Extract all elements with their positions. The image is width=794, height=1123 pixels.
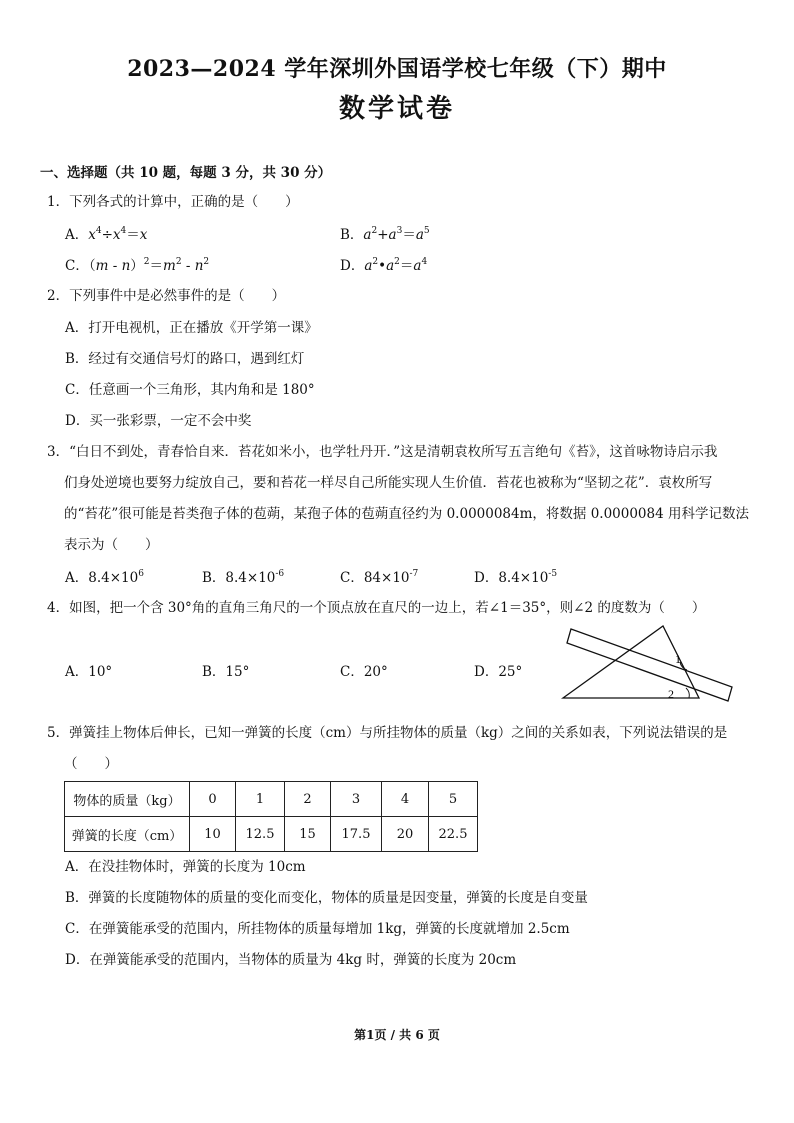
question-4-option-d: D．25° <box>474 664 523 680</box>
question-3-line-3: 的“苔花”很可能是苔类孢子体的苞蒴，某孢子体的苞蒴直径约为 0.0000084m，将数据 0.0000084 用科学记数法 <box>64 506 749 522</box>
question-4-option-b: B．15° <box>202 664 250 680</box>
angle-2-label: 2 <box>668 687 674 701</box>
question-5-option-d: D．在弹簧能承受的范围内，当物体的质量为 4kg 时，弹簧的长度为 20cm <box>65 952 517 968</box>
section-heading: 一、选择题（共 10 题，每题 3 分，共 30 分） <box>40 165 332 181</box>
question-5-option-a: A．在没挂物体时，弹簧的长度为 10cm <box>65 859 306 875</box>
table-header-length: 弹簧的长度（cm） <box>65 817 190 852</box>
question-4-stem: 4．如图，把一个含 30°角的直角三角尺的一个顶点放在直尺的一边上，若∠1＝35°，则∠2 的度数为（ ） <box>47 600 706 616</box>
question-2-option-b: B．经过有交通信号灯的路口，遇到红灯 <box>65 351 305 367</box>
question-3-option-c: C．$84\times 10^{-7}$ <box>340 569 419 586</box>
question-2-option-c: C．任意画一个三角形，其内角和是 180° <box>65 382 315 398</box>
table-cell: 10 <box>190 817 236 852</box>
table-cell: 3 <box>331 782 382 817</box>
spring-data-table <box>64 781 478 852</box>
question-3-line-4: 表示为（ ） <box>64 537 159 553</box>
question-1-option-c: C．$(m - n)^2=m^2 - n^2$ <box>65 257 210 274</box>
question-2-stem: 2．下列事件中是必然事件的是（ ） <box>47 288 286 304</box>
table-cell: 2 <box>285 782 331 817</box>
exam-subject: 数学试卷 <box>338 94 455 124</box>
question-5-option-b: B．弹簧的长度随物体的质量的变化而变化，物体的质量是因变量，弹簧的长度是自变量 <box>65 890 588 906</box>
question-1-option-d: D．$a^2•a^2=a^4$ <box>340 257 428 274</box>
question-2-option-a: A．打开电视机，正在播放《开学第一课》 <box>65 320 318 336</box>
ruler-triangle-figure <box>555 624 745 706</box>
table-cell: 15 <box>285 817 331 852</box>
question-1-option-a: A．$x^4\div x^4=x$ <box>65 226 148 243</box>
question-3-option-a: A．$8.4\times 10^6$ <box>65 569 144 586</box>
table-cell: 0 <box>190 782 236 817</box>
table-cell: 1 <box>236 782 285 817</box>
question-3-line-1: 3．“白日不到处，青春恰自来．苔花如米小，也学牡丹开．”这是清朝袁枚所写五言绝句《苔》，这首咏物诗启示我 <box>47 444 718 460</box>
table-cell: 20 <box>382 817 429 852</box>
question-1-option-b: B．$a^2+a^3=a^5$ <box>340 226 430 243</box>
ruler-shape <box>567 629 732 701</box>
question-3-option-d: D．$8.4\times 10^{-5}$ <box>474 569 558 586</box>
table-row-length <box>65 817 478 852</box>
question-4-option-c: C．20° <box>340 664 388 680</box>
angle-1-label: 1 <box>675 652 681 666</box>
question-5-option-c: C．在弹簧能承受的范围内，所挂物体的质量每增加 1kg，弹簧的长度就增加 2.5cm <box>65 921 570 937</box>
question-5-line-2: （ ） <box>64 756 118 772</box>
question-1-stem: 1．下列各式的计算中，正确的是（ ） <box>47 194 299 210</box>
angle-2-arc <box>686 688 689 698</box>
table-cell: 17.5 <box>331 817 382 852</box>
page-number: 第1页 / 共 6 页 <box>354 1028 440 1042</box>
table-cell: 22.5 <box>429 817 478 852</box>
table-row-mass <box>65 782 478 817</box>
exam-title: 2023—2024 学年深圳外国语学校七年级（下）期中 <box>127 56 667 82</box>
table-cell: 12.5 <box>236 817 285 852</box>
question-3-option-b: B．$8.4\times 10^{-6}$ <box>202 569 285 586</box>
question-5-line-1: 5．弹簧挂上物体后伸长，已知一弹簧的长度（cm）与所挂物体的质量（kg）之间的关系如表，下列说法错误的是 <box>47 725 728 741</box>
table-header-mass: 物体的质量（kg） <box>65 782 190 817</box>
table-cell: 4 <box>382 782 429 817</box>
table-cell: 5 <box>429 782 478 817</box>
question-2-option-d: D．买一张彩票，一定不会中奖 <box>65 413 252 429</box>
question-4-option-a: A．10° <box>65 664 113 680</box>
question-3-line-2: 们身处逆境也要努力绽放自己，要和苔花一样尽自己所能实现人生价值．苔花也被称为“坚韧之花”．袁枚所写 <box>64 475 713 491</box>
